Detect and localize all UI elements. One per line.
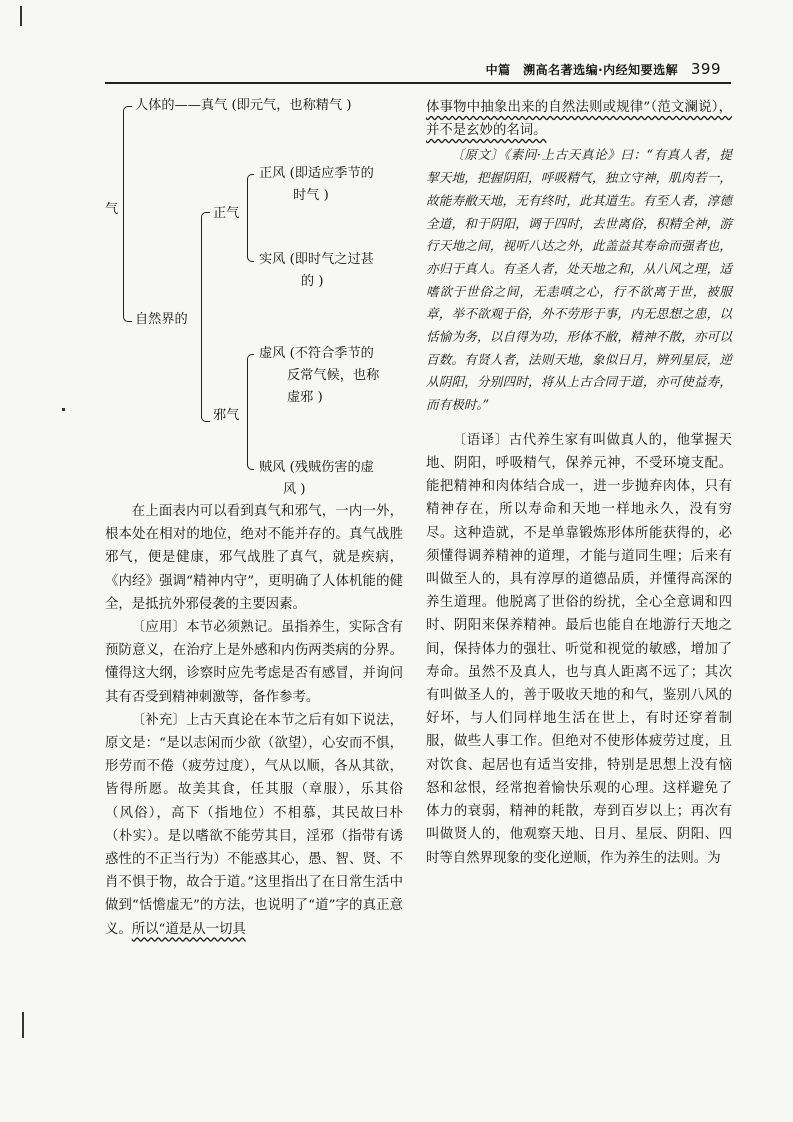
right-continuation bbox=[426, 96, 732, 142]
bracket-zhengqi bbox=[247, 174, 254, 262]
tree-node-zhenqi: 人体的——真气 (即元气，也称精气 ) bbox=[135, 98, 352, 113]
paragraph-translation: 〔语译〕古代养生家有叫做真人的，他掌握天地、阴阳，呼吸精气，保养元神，不受环境支配。能把精神和肉体结合成一，进一步抛弃肉体，只有精神存在，所以寿命和天地一样地永久，没有穷尽。这种造就，不是单靠锻炼形体所能获得的，必须懂得调养精神的道理，才能与道同生哩；后来有叫做至人的，具有淳厚的道德品质，并懂得高深的养生道理。他脱离了世俗的纷扰，全心全意调和四时、阴阳来保养精神。最后也能自在地游行天地之间，保持体力的强壮、听觉和视觉的敏感，增加了寿命。虽然不及真人，也与真人距离不远了；其次有叫做圣人的，善于吸收天地的和气，鉴别八风的好坏，与人们同样地生活在世上，有时还穿着制服，做些人事工作。但绝对不使形体疲劳过度，且对饮食、起居也有适当安排，特别是思想上没有恼怒和忿恨，经常抱着愉快乐观的心理。这样避免了体力的衰弱，精神的耗散，寿到百岁以上；再次有叫做贤人的，他观察天地、日月、星辰、阴阳、四时等自然界现象的变化逆顺，作为养生的法则。为 bbox=[426, 432, 732, 866]
supplement-quote-underlined: 所以“道是从一切具 bbox=[131, 921, 246, 937]
tree-node-xieqi: 邪气 bbox=[213, 408, 240, 423]
scan-mark-left bbox=[22, 1012, 24, 1038]
paragraph-zhenqi-xieqi: 在上面表内可以看到真气和邪气，一内一外，根本处在相对的地位，绝对不能并存的。真气战胜邪气，便是健康，邪气战胜了真气，就是疾病，《内经》强调“精神内守”，更明确了人体机能的健全，是抵抗外邪侵袭的主要因素。 bbox=[105, 504, 403, 612]
tree-node-xufeng-3: 虚邪 ) bbox=[287, 390, 323, 405]
tree-node-zhengfeng-1: 正风 (即适应季节的 bbox=[259, 166, 374, 181]
running-head bbox=[486, 60, 721, 78]
left-body-text bbox=[105, 500, 403, 941]
paragraph-original-text: 〔原文〕《素问·上古天真论》曰：“有真人者，提挈天地，把握阴阳，呼吸精气，独立守神，肌肉若一，故能寿敝天地，无有终时，此其道生。有至人者，淳德全道，和于阴阳，调于四时，去世离俗，积精全神，游行天地之间，视听八达之外，此盖益其寿命而强者也，亦归于真人。有圣人者，处天地之和，从八风之理，适嗜欲于世俗之间，无恚嗔之心，行不欲离于世，被服章，举不欲观于俗，外不劳形于事，内无思想之患，以恬愉为务，以自得为功，形体不敝，精神不散，亦可以百数。有贤人者，法则天地，象似日月，辨列星辰，逆从阴阳，分别四时，将从上古合同于道，亦可使益寿，而有极时。” bbox=[426, 147, 732, 413]
translation-block bbox=[426, 429, 732, 870]
paragraph-supplement bbox=[105, 709, 403, 941]
tree-node-shifeng-2: 的 ) bbox=[301, 274, 324, 289]
scan-dot bbox=[62, 408, 65, 411]
qi-classification-tree bbox=[105, 92, 403, 500]
bracket-natural bbox=[201, 212, 210, 422]
paragraph-application: 〔应用〕本节必须熟记。虽指养生，实际含有预防意义，在治疗上是外感和内伤两类病的分界。懂得这大纲，诊察时应先考虑是否有感冒，并询问其有否受到精神刺激等，备作参考。 bbox=[105, 620, 403, 705]
page-number: 399 bbox=[690, 60, 721, 78]
tree-node-natural: 自然界的 bbox=[135, 312, 188, 327]
right-column bbox=[426, 96, 732, 870]
left-column bbox=[105, 92, 403, 941]
tree-node-zeifeng-2: 风 ) bbox=[283, 482, 306, 497]
tree-node-zeifeng-1: 贼风 (残贼伤害的虚 bbox=[259, 460, 374, 475]
tree-node-zhengfeng-2: 时气 ) bbox=[293, 188, 329, 203]
tree-node-shifeng-1: 实风 (即时气之过甚 bbox=[259, 252, 374, 267]
supplement-text: 〔补充〕上古天真论在本节之后有如下说法，原文是：“是以志闲而少欲（欲望），心安而不惧，形劳而不倦（疲劳过度），气从以顺，各从其欲，皆得所愿。故美其食，任其服（章服），乐其俗（风俗），高下（指地位）不相慕，其民故曰朴（朴实）。是以嗜欲不能劳其目，淫邪（指带有诱惑性的不正当行为）不能惑其心，愚、智、贤、不肖不惧于物，故合于道。”这里指出了在日常生活中做到“恬憺虚无”的方法，也说明了“道”字的真正意义。 bbox=[105, 712, 403, 937]
bracket-root bbox=[123, 106, 132, 322]
tree-root-qi: 气 bbox=[105, 202, 119, 217]
bracket-xieqi bbox=[247, 354, 254, 470]
tree-node-xufeng-1: 虚风 (不符合季节的 bbox=[259, 346, 374, 361]
running-title: 中篇 溯高名著选编·内经知要选解 bbox=[485, 63, 679, 77]
tree-node-xufeng-2: 反常气候，也称 bbox=[287, 368, 380, 383]
original-text-block bbox=[426, 144, 732, 416]
tree-node-zhengqi: 正气 bbox=[213, 206, 240, 221]
header-rule bbox=[105, 82, 731, 84]
scan-mark-top bbox=[20, 6, 22, 26]
continued-quote-underlined: 体事物中抽象出来的自然法则或规律”（范文澜说），并不是玄妙的名词。 bbox=[426, 100, 732, 139]
